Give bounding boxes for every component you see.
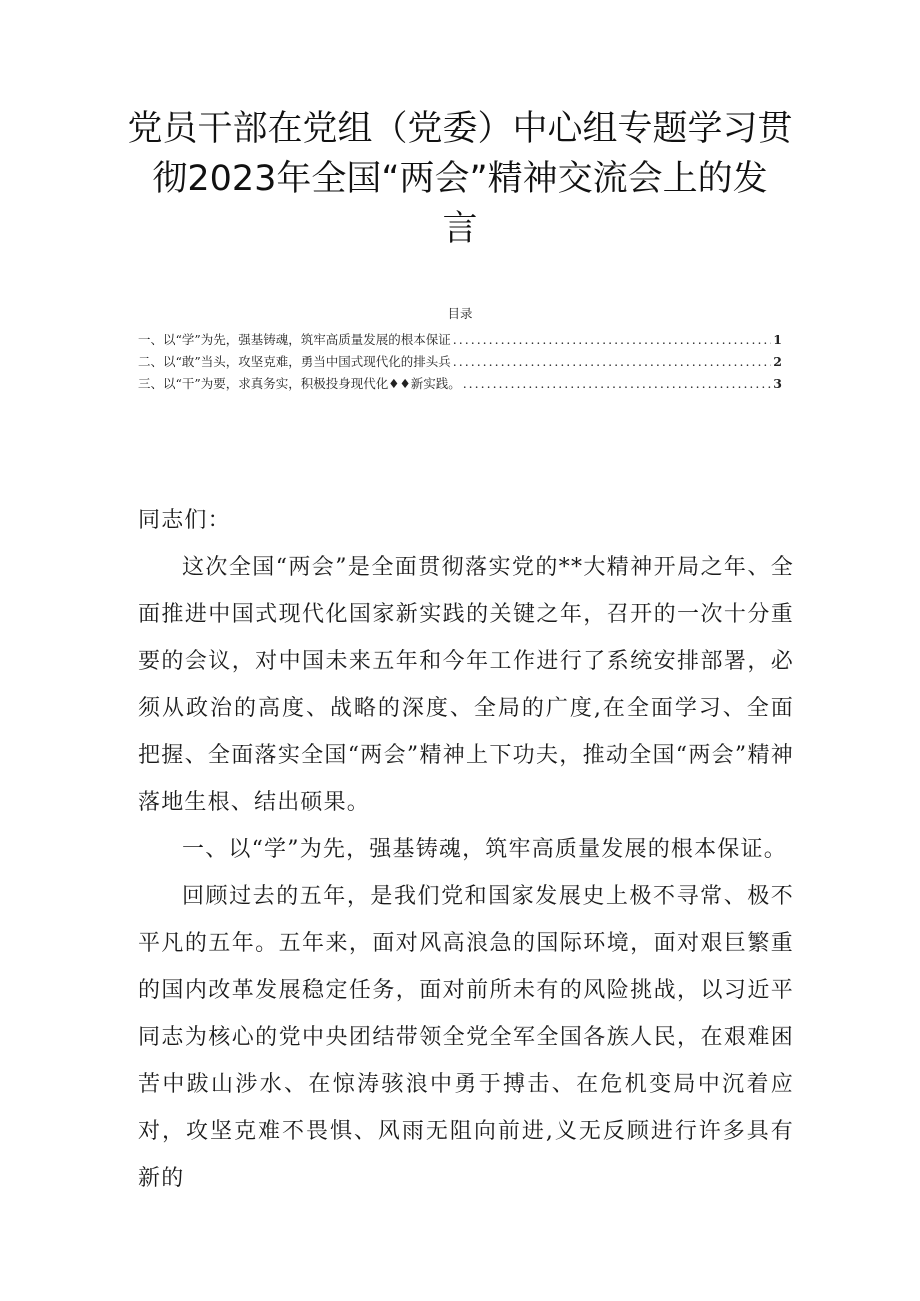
- toc-page-number: 1: [773, 332, 782, 347]
- toc-leader-dots: [453, 329, 772, 351]
- title-line-2: 彻2023年全国“两会”精神交流会上的发: [152, 159, 768, 199]
- toc-leader-dots: [453, 351, 772, 373]
- toc-entry-1[interactable]: [138, 329, 782, 351]
- salutation: 同志们：: [138, 508, 231, 533]
- toc-entry-3[interactable]: [138, 373, 782, 395]
- toc-heading: 目录: [447, 306, 473, 321]
- table-of-contents: [138, 305, 782, 395]
- toc-leader-dots: [463, 373, 772, 395]
- toc-page-number: 3: [773, 376, 782, 391]
- title-line-1: 党员干部在党组（党委）中心组专题学习贯: [127, 109, 793, 149]
- toc-entry-text: 一、以“学”为先，强基铸魂，筑牢高质量发展的根本保证: [138, 332, 451, 347]
- document-body: [138, 497, 794, 1202]
- title-line-3: 言: [442, 209, 478, 249]
- toc-entry-text: 三、以“干”为要，求真务实，积极投身现代化♦♦新实践。: [138, 376, 461, 391]
- toc-entry-2[interactable]: [138, 351, 782, 373]
- paragraph-review: 回顾过去的五年，是我们党和国家发展史上极不寻常、极不平凡的五年。五年来，面对风高浪急的国际环境，面对艰巨繁重的国内改革发展稳定任务，面对前所未有的风险挑战，以习近平同志为核心的党中央团结带领全党全军全国各族人民，在艰难困苦中跋山涉水、在惊涛骇浪中勇于搏击、在危机变局中沉着应对，攻坚克难不畏惧、风雨无阻向前进,义无反顾进行许多具有新的: [138, 884, 794, 1191]
- paragraph-intro: 这次全国“两会”是全面贯彻落实党的**大精神开局之年、全面推进中国式现代化国家新实践的关键之年，召开的一次十分重要的会议，对中国未来五年和今年工作进行了系统安排部署，必须从政治的高度、战略的深度、全局的广度,在全面学习、全面把握、全面落实全国“两会”精神上下功夫，推动全国“两会”精神落地生根、结出硕果。: [138, 555, 794, 815]
- toc-entry-text: 二、以“敢”当头，攻坚克难，勇当中国式现代化的排头兵: [138, 354, 451, 369]
- section-heading-1: 一、以“学”为先，强基铸魂，筑牢高质量发展的根本保证。: [182, 837, 787, 862]
- toc-page-number: 2: [773, 354, 782, 369]
- document-title: [100, 104, 820, 254]
